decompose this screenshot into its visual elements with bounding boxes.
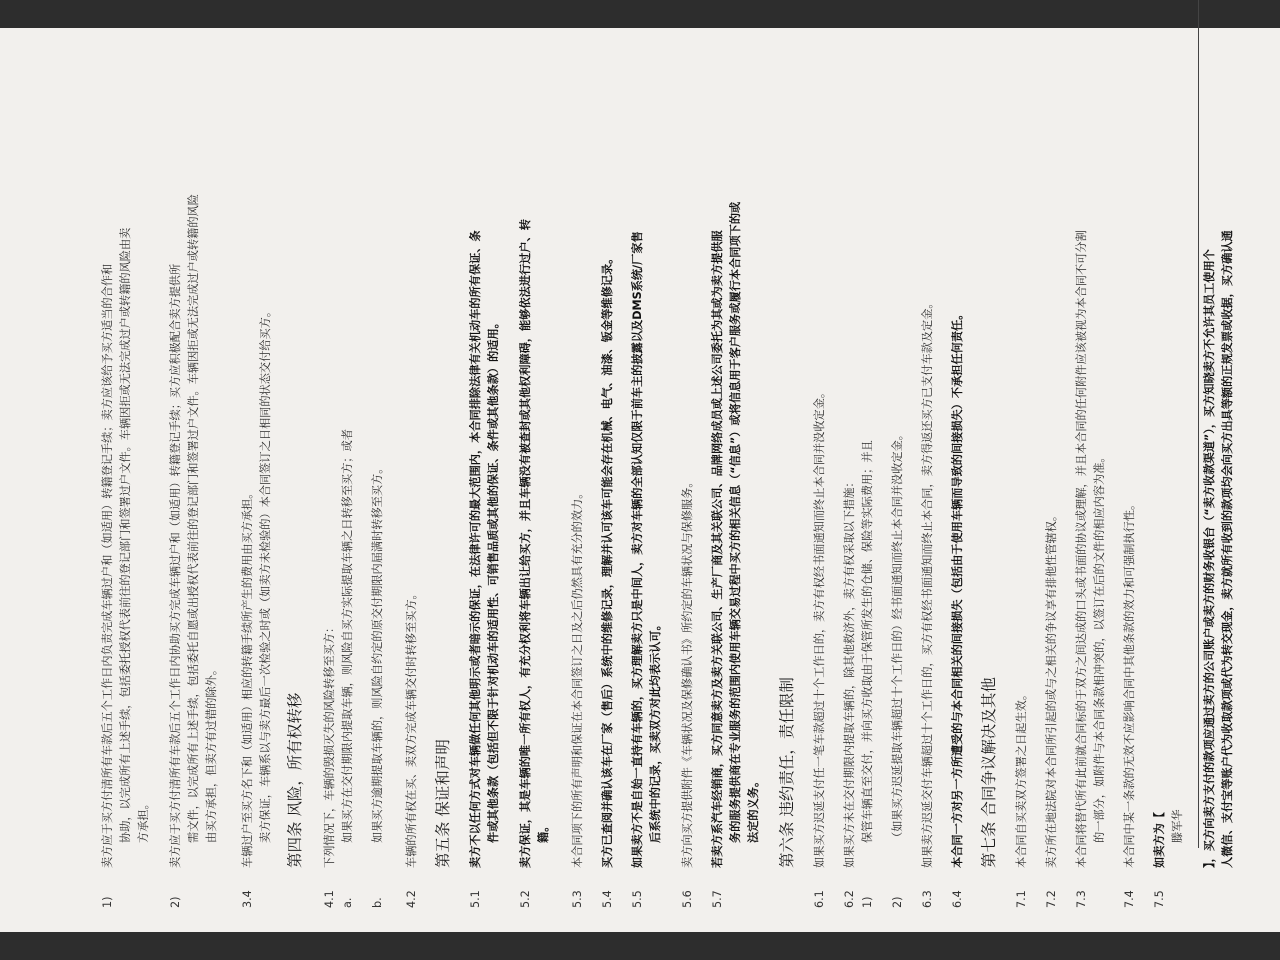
clause-text: 本合同项下的所有声明和保证在本合同签订之日及之后仍然具有充分的效力。 xyxy=(571,487,584,868)
clause-number: 4.1 xyxy=(323,890,336,908)
clause-text: 本合同自买卖双方签署之日起生效。 xyxy=(1015,688,1028,868)
clause-text: （如果买方迟延提取车辆超过十个工作日的）经书面通知而终止本合同并没收定金。 xyxy=(891,429,904,843)
section-title: 第四条 风险，所有权转移 xyxy=(286,692,304,868)
clause-text: 保管车辆直至交付，并向买方收取由于保管所发生的仓储、保险等实际费用；并且 xyxy=(861,440,874,843)
clause-text: 买方已查阅并确认该车在厂家（售后）系统中的维修记录，理解并认可该车可能会存在机械、电气、油漆、钣金等维修记录。 xyxy=(601,252,614,868)
clause-text: 卖方所在地法院对本合同所引起的或与之相关的争议享有排他性管辖权。 xyxy=(1045,509,1058,868)
clause-text: 务的服务提供商在专业服务的范围内使用车辆交易过程中买方的相关信息（“信息”）或将信息用于客户服务或履行本合同项下的或 xyxy=(729,201,742,843)
clause-text: 后系统中的记录，买卖双方对此均表示认可。 xyxy=(649,619,662,843)
clause-number: 7.2 xyxy=(1045,890,1058,908)
clause-text: 本合同将替代所有此前就合同标的于双方之间达成的口头或书面的协议或理解，并且本合同的任何附件应该被视为本合同不可分割 xyxy=(1075,230,1088,868)
clause-text: 籍。 xyxy=(537,820,550,843)
clause-text: 如果卖方不是自始一直持有车辆的，买方理解卖方只是中间人，卖方对车辆的全部认知仅限于前车主的披露以及DMS系统/厂家售 xyxy=(631,231,644,868)
clause-text: 车辆过户至买方名下和（如适用）相应的转籍手续所产生的费用由买方承担。 xyxy=(241,487,254,868)
clause-number: 2) xyxy=(891,896,904,908)
rotated-document xyxy=(40,38,1240,918)
clause-text: 卖方保证，其是车辆的唯一所有权人，有充分权利将车辆出让给买方，并且车辆没有被查封或其他权利障碍，能够依法进行过户、转 xyxy=(519,219,532,868)
clause-text: 方承担。 xyxy=(137,798,150,843)
section-title: 第六条 违约责任，责任限制 xyxy=(778,677,796,868)
clause-number: 5.6 xyxy=(681,890,694,908)
clause-text: 如果买方迟延支付任一笔车款超过十个工作日的，卖方有权经书面通知而终止本合同并没收定金。 xyxy=(813,386,826,868)
clause-text: 下列情况下，车辆的毁损灭失的风险转移至买方： xyxy=(323,621,336,868)
clause-text: 】，买方向卖方支付的款项应通过卖方的公司账户或卖方的财务收银台（“卖方收款渠道”），买方知晓卖方不允许其员工使用个 xyxy=(1203,249,1216,868)
clause-number: 6.3 xyxy=(921,890,934,908)
clause-number: 7.5 xyxy=(1153,890,1166,908)
clause-text: 车辆的所有权在买、卖双方完成车辆交付时转移至买方。 xyxy=(405,588,418,868)
clause-number: 5.4 xyxy=(601,890,614,908)
clause-text: 由买方承担，但卖方有过错的除外。 xyxy=(205,663,218,843)
clause-text: 卖方应于买方付清所有车款后五个工作日内负责完成车辆过户和（如适用）转籍登记手续；卖方应该给予买方适当的合作和 xyxy=(101,263,114,868)
clause-number: 6.2 xyxy=(843,890,856,908)
clause-number: a. xyxy=(341,897,354,908)
clause-text: 卖方保证，车辆系以与卖方最后一次检验之时或（如卖方未检验的）本合同签订之日相同的状态交付给买方。 xyxy=(259,305,272,843)
clause-text: 如果买方未在交付期限内提取车辆的，除其他救济外，卖方有权采取以下措施： xyxy=(843,476,856,868)
clause-number: 3.4 xyxy=(241,890,254,908)
clause-number: 5.5 xyxy=(631,890,644,908)
clause-text: 若卖方系汽车经销商，买方同意卖方及卖方关联公司、生产厂商及其关联公司、品牌网络成员或上述公司委托为其或为卖方提供服 xyxy=(711,230,724,868)
signature-rule xyxy=(1198,0,1199,848)
bottom-dark-border xyxy=(0,932,1280,960)
clause-text: 的一部分，如附件与本合同条款相冲突的，以签订在后的文件的相应内容为准。 xyxy=(1093,451,1106,843)
clause-number: 5.3 xyxy=(571,890,584,908)
clause-text: 卖方向买方提供附件《车辆状况及保修确认书》所约定的车辆状况与保修服务。 xyxy=(681,476,694,868)
clause-text: 需文件，以完成所有上述手续，包括委托自愿或出授权代表前往的登记部门和签署过户文件。车辆因拒或无法完成过户或转籍的风险 xyxy=(187,194,200,843)
clause-number: 6.1 xyxy=(813,890,826,908)
clause-text: 如果买方逾期提取车辆的，则风险自约定的原交付期限内届满时转移至买方。 xyxy=(371,462,384,843)
clause-text: 滕军华 xyxy=(1171,809,1184,843)
clause-number: 5.1 xyxy=(469,890,482,908)
section-title: 第七条 合同争议解决及其他 xyxy=(980,677,998,868)
top-dark-border xyxy=(0,0,1280,28)
clause-number: 7.4 xyxy=(1123,890,1136,908)
clause-text: 法定的义务。 xyxy=(747,775,760,843)
clause-text: 如果卖方迟延交付车辆超过十个工作日的，买方有权经书面通知而终止本合同，卖方得返还买方已支付车款及定金。 xyxy=(921,297,934,868)
clause-text: 本合同中某一条款的无效不应影响合同中其他条款的效力和可强制执行性。 xyxy=(1123,498,1136,868)
clause-text: 如果买方在交付期限内提取车辆，则风险自买方实际提取车辆之日转移至买方；或者 xyxy=(341,429,354,843)
clause-number: 5.2 xyxy=(519,890,532,908)
section-title: 第五条 保证和声明 xyxy=(434,739,452,868)
clause-number: 5.7 xyxy=(711,890,724,908)
clause-number: 7.3 xyxy=(1075,890,1088,908)
clause-text: 卖方不以任何方式对车辆做任何其他明示或者暗示的保证，在法律许可的最大范围内，本合同排除法律有关机动车的所有保证、条 xyxy=(469,230,482,868)
clause-number: 1) xyxy=(101,896,114,908)
clause-number: b. xyxy=(371,897,384,908)
clause-text: 卖方应于买方付清所有车款后五个工作日内协助买方完成车辆过户和（如适用）转籍登记手续；买方应积极配合卖方提供所 xyxy=(169,263,182,868)
clause-text: 件或其他条款（包括但不限于针对机动车的适用性、可销售品质或其他的保证、条件或其他条款）的适用。 xyxy=(487,317,500,843)
contract-page xyxy=(0,28,1280,932)
clause-number: 4.2 xyxy=(405,890,418,908)
clause-text: 本合同一方对另一方所遭受的与本合同相关的间接损失（包括由于使用车辆而导致的间接损失）不承担任何责任。 xyxy=(951,308,964,868)
clause-text: 人微信、支付宝等账户代为收取款项或代为转交现金，卖方就所有收到的款项均会向买方出具等额的正规发票或收据，买方确认通 xyxy=(1221,230,1234,868)
clause-number: 7.1 xyxy=(1015,890,1028,908)
clause-number: 1) xyxy=(861,896,874,908)
clause-number: 2) xyxy=(169,896,182,908)
clause-number: 6.4 xyxy=(951,890,964,908)
clause-text: 如卖方为【 xyxy=(1153,812,1166,868)
clause-text: 协助，以完成所有上述手续，包括委托授权代表前往的登记部门和签署过户文件。车辆因拒或无法完成过户或转籍的风险由卖 xyxy=(119,227,132,843)
